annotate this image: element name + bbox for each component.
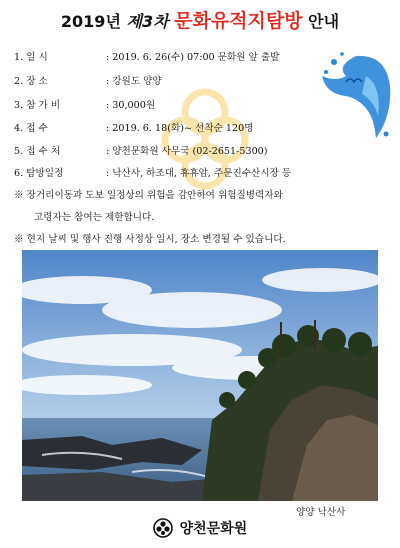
- detail-label: 3. 참 가 비: [14, 100, 61, 111]
- detail-value: : 2019. 6. 26(수) 07:00 문화원 앞 출발: [106, 52, 280, 63]
- water-splash-illustration: [316, 46, 394, 146]
- organization-footer: [0, 518, 400, 538]
- detail-label: 4. 접 수: [14, 123, 48, 134]
- detail-row-fee: [14, 97, 155, 111]
- detail-label: 6. 탐방일정: [14, 168, 64, 179]
- detail-label: 2. 장 소: [14, 76, 48, 87]
- detail-row-office: [14, 143, 268, 157]
- detail-value: : 30,000원: [106, 100, 156, 111]
- detail-value: : 2019. 6. 18(화)~ 선착순 120명: [106, 123, 254, 134]
- detail-label: 5. 접 수 처: [14, 146, 61, 157]
- detail-value: : 양천문화원 사무국 (02-2651-5300): [106, 146, 268, 157]
- title-edition: 제3차: [126, 12, 169, 31]
- notice-text: ※ 장거리이동과 도보 일정상의 위험을 감안하여 위험질병력자와: [14, 190, 283, 201]
- poster-title: [0, 6, 400, 33]
- detail-row-date: [14, 49, 279, 63]
- org-logo-icon: [153, 518, 173, 538]
- detail-value: : 낙산사, 하조대, 휴휴암, 주문진수산시장 등: [106, 168, 292, 179]
- notice-text: 고령자는 참여는 제한합니다.: [34, 212, 155, 223]
- title-suffix: 안내: [308, 12, 340, 31]
- detail-row-registration: [14, 120, 253, 134]
- naksansa-coast-photo: [22, 250, 378, 501]
- detail-label: 1. 일 시: [14, 52, 48, 63]
- detail-row-place: [14, 73, 162, 87]
- org-name: 양천문화원: [179, 521, 248, 537]
- notice-text: ※ 현지 날씨 및 행사 진행 사정상 일시, 장소 변경될 수 있습니다.: [14, 234, 286, 245]
- detail-value: : 강원도 양양: [106, 76, 162, 87]
- title-event: 문화유적지탐방: [174, 10, 303, 32]
- photo-caption: 양양 낙산사: [296, 507, 346, 518]
- title-year: 2019년: [60, 12, 121, 31]
- detail-row-itinerary: [14, 165, 291, 179]
